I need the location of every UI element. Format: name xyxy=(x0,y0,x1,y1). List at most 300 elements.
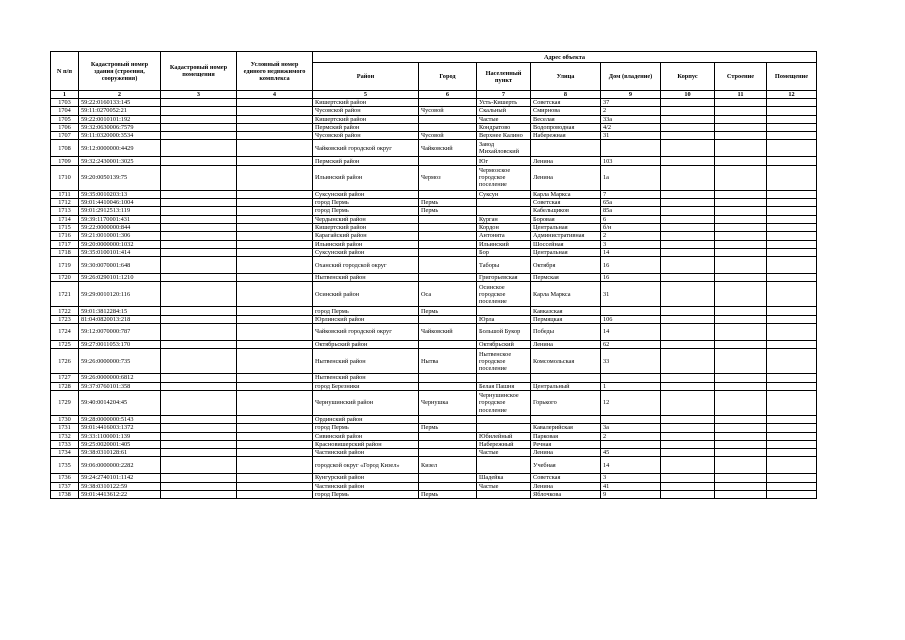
cell-city: Пермь xyxy=(419,307,477,315)
cell-house xyxy=(601,140,661,157)
cell-korpus xyxy=(661,390,715,415)
cell-settlement: Нытвенское городское поселение xyxy=(477,349,531,374)
cell-premises xyxy=(767,457,817,474)
cell-house: 16 xyxy=(601,257,661,274)
cell-room-cadastral xyxy=(161,341,237,349)
cell-building xyxy=(715,349,767,374)
cell-korpus xyxy=(661,274,715,282)
cell-settlement: Антонята xyxy=(477,232,531,240)
cell-settlement: Кордон xyxy=(477,223,531,231)
cell-street: Ленина xyxy=(531,157,601,165)
cell-premises xyxy=(767,248,817,256)
cell-settlement: Завод Михайловский xyxy=(477,140,531,157)
table-body xyxy=(51,99,817,499)
cell-room-cadastral xyxy=(161,207,237,215)
table-row xyxy=(51,274,817,282)
table-row xyxy=(51,424,817,432)
cell-conditional-number xyxy=(237,232,313,240)
cell-cadastral: 59:25:0020001:405 xyxy=(79,440,161,448)
cell-number: 1722 xyxy=(51,307,79,315)
cell-house: 2 xyxy=(601,107,661,115)
table-row xyxy=(51,482,817,490)
cell-conditional-number xyxy=(237,449,313,457)
cell-district: городской округ «Город Кизел» xyxy=(313,457,419,474)
cell-building xyxy=(715,232,767,240)
cell-building xyxy=(715,199,767,207)
header-conditional-number: Условный номер единого недвижимого комплекса xyxy=(237,52,313,91)
cell-korpus xyxy=(661,374,715,382)
cell-street: Парковая xyxy=(531,432,601,440)
cell-building xyxy=(715,457,767,474)
cell-street xyxy=(531,140,601,157)
cell-number: 1718 xyxy=(51,248,79,256)
cell-premises xyxy=(767,307,817,315)
cell-district: Нытвенский район xyxy=(313,349,419,374)
cell-settlement: Юрла xyxy=(477,315,531,323)
table-row xyxy=(51,257,817,274)
cell-district: Кишертский район xyxy=(313,115,419,123)
cell-street: Победы xyxy=(531,324,601,341)
cell-settlement: Курган xyxy=(477,215,531,223)
cell-district: Чернушинский район xyxy=(313,390,419,415)
cell-building xyxy=(715,424,767,432)
cell-cadastral: 59:26:0290101:1210 xyxy=(79,274,161,282)
cell-cadastral: 59:32:0630006:7579 xyxy=(79,123,161,131)
cell-city xyxy=(419,382,477,390)
cell-premises xyxy=(767,282,817,307)
cell-street: Советская xyxy=(531,99,601,107)
cell-settlement: Осинское городское поселение xyxy=(477,282,531,307)
cell-premises xyxy=(767,415,817,423)
cell-korpus xyxy=(661,190,715,198)
cell-settlement: Набережный xyxy=(477,440,531,448)
cell-conditional-number xyxy=(237,432,313,440)
cell-settlement: Ильинский xyxy=(477,240,531,248)
cell-city: Кизел xyxy=(419,457,477,474)
cell-building xyxy=(715,307,767,315)
cell-street: Советская xyxy=(531,474,601,482)
column-number: 7 xyxy=(477,91,531,99)
cell-district: Кишертский район xyxy=(313,99,419,107)
cell-district: Частинский район xyxy=(313,449,419,457)
cell-premises xyxy=(767,374,817,382)
cell-building xyxy=(715,190,767,198)
cell-cadastral: 59:01:4416003:1372 xyxy=(79,424,161,432)
cell-street: Боровая xyxy=(531,215,601,223)
cell-cadastral: 59:35:0010203:13 xyxy=(79,190,161,198)
cell-settlement xyxy=(477,491,531,499)
cell-room-cadastral xyxy=(161,432,237,440)
cell-premises xyxy=(767,232,817,240)
cell-city xyxy=(419,232,477,240)
table-row xyxy=(51,341,817,349)
cell-settlement: Скальный xyxy=(477,107,531,115)
cell-premises xyxy=(767,424,817,432)
cell-cadastral: 59:37:0760101:358 xyxy=(79,382,161,390)
table-row xyxy=(51,99,817,107)
cell-conditional-number xyxy=(237,215,313,223)
cell-room-cadastral xyxy=(161,374,237,382)
cell-number: 1714 xyxy=(51,215,79,223)
cell-house: 12 xyxy=(601,390,661,415)
cell-street xyxy=(531,374,601,382)
table-row xyxy=(51,374,817,382)
cell-house: 106 xyxy=(601,315,661,323)
column-number: 11 xyxy=(715,91,767,99)
cell-street: Карла Маркса xyxy=(531,190,601,198)
cell-house: 33а xyxy=(601,115,661,123)
cell-district: Чусовской район xyxy=(313,107,419,115)
cell-cadastral: 59:27:0011053:170 xyxy=(79,341,161,349)
cell-conditional-number xyxy=(237,140,313,157)
cell-korpus xyxy=(661,223,715,231)
cell-room-cadastral xyxy=(161,274,237,282)
cell-house xyxy=(601,374,661,382)
cell-conditional-number xyxy=(237,207,313,215)
cell-korpus xyxy=(661,432,715,440)
cell-settlement xyxy=(477,207,531,215)
cell-number: 1732 xyxy=(51,432,79,440)
cell-room-cadastral xyxy=(161,307,237,315)
cell-building xyxy=(715,140,767,157)
cell-city: Пермь xyxy=(419,491,477,499)
cell-house: 1 xyxy=(601,382,661,390)
cell-conditional-number xyxy=(237,165,313,190)
cell-room-cadastral xyxy=(161,424,237,432)
cell-cadastral: 81:04:0820013:218 xyxy=(79,315,161,323)
cell-house: 103 xyxy=(601,157,661,165)
cell-conditional-number xyxy=(237,424,313,432)
cell-cadastral: 59:26:0000000:6812 xyxy=(79,374,161,382)
cell-room-cadastral xyxy=(161,491,237,499)
cell-cadastral: 59:24:2740101:1142 xyxy=(79,474,161,482)
cell-room-cadastral xyxy=(161,123,237,131)
cell-number: 1720 xyxy=(51,274,79,282)
cell-street: Кавалерийская xyxy=(531,424,601,432)
cell-district: Суксунский район xyxy=(313,248,419,256)
cell-district: Осинский район xyxy=(313,282,419,307)
cell-city: Чермоз xyxy=(419,165,477,190)
cell-number: 1725 xyxy=(51,341,79,349)
cell-district: Оханский городской округ xyxy=(313,257,419,274)
cell-conditional-number xyxy=(237,107,313,115)
cell-street: Пермяцкая xyxy=(531,315,601,323)
cell-city: Нытва xyxy=(419,349,477,374)
cell-building xyxy=(715,282,767,307)
cell-cadastral: 59:26:0000000:735 xyxy=(79,349,161,374)
cell-street: Административная xyxy=(531,232,601,240)
cell-number: 1738 xyxy=(51,491,79,499)
cell-conditional-number xyxy=(237,157,313,165)
cell-settlement: Шадейка xyxy=(477,474,531,482)
cell-street: Кавказская xyxy=(531,307,601,315)
cell-premises xyxy=(767,440,817,448)
cell-street: Советская xyxy=(531,199,601,207)
cell-settlement: Чермозское городское поселение xyxy=(477,165,531,190)
cell-street: Ленина xyxy=(531,341,601,349)
column-number: 1 xyxy=(51,91,79,99)
cell-city: Пермь xyxy=(419,207,477,215)
cell-building xyxy=(715,240,767,248)
cell-settlement xyxy=(477,424,531,432)
cell-city xyxy=(419,432,477,440)
cell-room-cadastral xyxy=(161,257,237,274)
cell-cadastral: 59:21:0010001:306 xyxy=(79,232,161,240)
cell-cadastral: 59:12:0000000:4429 xyxy=(79,140,161,157)
cell-number: 1734 xyxy=(51,449,79,457)
cell-conditional-number xyxy=(237,257,313,274)
cell-house: 9 xyxy=(601,491,661,499)
table-row xyxy=(51,223,817,231)
cell-premises xyxy=(767,223,817,231)
cell-room-cadastral xyxy=(161,223,237,231)
cell-house: 3а xyxy=(601,424,661,432)
cell-number: 1730 xyxy=(51,415,79,423)
cell-number: 1716 xyxy=(51,232,79,240)
cell-city xyxy=(419,157,477,165)
cell-room-cadastral xyxy=(161,132,237,140)
cell-building xyxy=(715,482,767,490)
cell-street: Водопроводная xyxy=(531,123,601,131)
cell-room-cadastral xyxy=(161,440,237,448)
cell-korpus xyxy=(661,449,715,457)
cell-city xyxy=(419,190,477,198)
table-row xyxy=(51,324,817,341)
cell-district: Карагайский район xyxy=(313,232,419,240)
cell-building xyxy=(715,432,767,440)
cell-premises xyxy=(767,324,817,341)
cell-number: 1715 xyxy=(51,223,79,231)
table-row xyxy=(51,140,817,157)
cell-settlement xyxy=(477,374,531,382)
cell-number: 1736 xyxy=(51,474,79,482)
cell-conditional-number xyxy=(237,240,313,248)
table-row xyxy=(51,107,817,115)
cell-number: 1717 xyxy=(51,240,79,248)
cell-cadastral: 59:32:2430001:3025 xyxy=(79,157,161,165)
cell-conditional-number xyxy=(237,115,313,123)
cell-premises xyxy=(767,123,817,131)
cell-city xyxy=(419,223,477,231)
cell-number: 1728 xyxy=(51,382,79,390)
table-row xyxy=(51,474,817,482)
cell-korpus xyxy=(661,123,715,131)
cell-city xyxy=(419,240,477,248)
cell-room-cadastral xyxy=(161,215,237,223)
column-number: 6 xyxy=(419,91,477,99)
table-row xyxy=(51,307,817,315)
cell-premises xyxy=(767,140,817,157)
cell-cadastral: 59:28:0000000:5143 xyxy=(79,415,161,423)
header-cadastral: Кадастровый номер здания (строения, сооружения) xyxy=(79,52,161,91)
cell-conditional-number xyxy=(237,482,313,490)
cell-district: Красновишерский район xyxy=(313,440,419,448)
cell-room-cadastral xyxy=(161,165,237,190)
cell-number: 1733 xyxy=(51,440,79,448)
cell-cadastral: 59:22:0010101:192 xyxy=(79,115,161,123)
column-number: 4 xyxy=(237,91,313,99)
cell-number: 1723 xyxy=(51,315,79,323)
cell-building xyxy=(715,440,767,448)
cell-room-cadastral xyxy=(161,232,237,240)
cell-cadastral: 59:22:0160133:145 xyxy=(79,99,161,107)
cell-premises xyxy=(767,132,817,140)
cell-settlement: Юбилейный xyxy=(477,432,531,440)
cell-korpus xyxy=(661,165,715,190)
cell-number: 1709 xyxy=(51,157,79,165)
cell-district: Чусовской район xyxy=(313,132,419,140)
cell-number: 1710 xyxy=(51,165,79,190)
cell-number: 1713 xyxy=(51,207,79,215)
cell-cadastral: 59:11:0270052:21 xyxy=(79,107,161,115)
cell-building xyxy=(715,315,767,323)
cell-building xyxy=(715,207,767,215)
cell-house: 2 xyxy=(601,432,661,440)
cell-korpus xyxy=(661,440,715,448)
cell-cadastral: 59:22:0000000:844 xyxy=(79,223,161,231)
cell-street: Набережная xyxy=(531,132,601,140)
cell-district: Суксунский район xyxy=(313,190,419,198)
cell-room-cadastral xyxy=(161,449,237,457)
cell-district: Чайковский городской округ xyxy=(313,324,419,341)
cell-cadastral: 59:35:0100101:414 xyxy=(79,248,161,256)
cell-house: 1а xyxy=(601,165,661,190)
cell-settlement: Верхнее Калино xyxy=(477,132,531,140)
cell-korpus xyxy=(661,282,715,307)
cell-korpus xyxy=(661,307,715,315)
cell-street: Центральная xyxy=(531,223,601,231)
cell-korpus xyxy=(661,257,715,274)
cell-house: 31 xyxy=(601,132,661,140)
header-address: Адрес объекта xyxy=(313,52,817,63)
cell-settlement: Юг xyxy=(477,157,531,165)
cell-house: 2 xyxy=(601,232,661,240)
cell-city xyxy=(419,374,477,382)
cell-korpus xyxy=(661,115,715,123)
cell-settlement xyxy=(477,415,531,423)
cell-house: 41 xyxy=(601,482,661,490)
column-number-row xyxy=(51,91,817,99)
cell-korpus xyxy=(661,457,715,474)
cell-cadastral: 59:39:1170001:431 xyxy=(79,215,161,223)
cell-korpus xyxy=(661,157,715,165)
cell-house: б/н xyxy=(601,223,661,231)
cell-cadastral: 59:01:3812284:15 xyxy=(79,307,161,315)
cell-conditional-number xyxy=(237,349,313,374)
cell-street: Кабельщиков xyxy=(531,207,601,215)
cell-settlement: Таборы xyxy=(477,257,531,274)
cell-city xyxy=(419,99,477,107)
cell-city: Чернушка xyxy=(419,390,477,415)
cell-street: Горького xyxy=(531,390,601,415)
cell-room-cadastral xyxy=(161,457,237,474)
cell-cadastral: 59:20:0000000:1032 xyxy=(79,240,161,248)
cell-korpus xyxy=(661,415,715,423)
cell-city: Чайковский xyxy=(419,324,477,341)
cell-district: город Пермь xyxy=(313,307,419,315)
table-row xyxy=(51,207,817,215)
cell-number: 1737 xyxy=(51,482,79,490)
cell-district: Пермский район xyxy=(313,123,419,131)
cell-number: 1731 xyxy=(51,424,79,432)
cell-building xyxy=(715,123,767,131)
cell-district: Октябрьский район xyxy=(313,341,419,349)
cell-street: Центральная xyxy=(531,248,601,256)
cell-house: 14 xyxy=(601,457,661,474)
cell-city xyxy=(419,115,477,123)
cell-settlement: Усть-Кишерть xyxy=(477,99,531,107)
table-row xyxy=(51,449,817,457)
cell-house: 16 xyxy=(601,274,661,282)
cell-building xyxy=(715,374,767,382)
cell-number: 1726 xyxy=(51,349,79,374)
cell-settlement: Частые xyxy=(477,115,531,123)
header-house: Дом (владение) xyxy=(601,63,661,91)
cell-street: Пермская xyxy=(531,274,601,282)
cell-number: 1721 xyxy=(51,282,79,307)
cell-korpus xyxy=(661,315,715,323)
cell-number: 1706 xyxy=(51,123,79,131)
cell-street: Центральный xyxy=(531,382,601,390)
cell-number: 1705 xyxy=(51,115,79,123)
column-number: 5 xyxy=(313,91,419,99)
cell-cadastral: 59:01:2912513:119 xyxy=(79,207,161,215)
cell-room-cadastral xyxy=(161,349,237,374)
column-number: 12 xyxy=(767,91,817,99)
cell-street: Карла Маркса xyxy=(531,282,601,307)
cell-cadastral: 59:20:0050139:75 xyxy=(79,165,161,190)
table-row xyxy=(51,132,817,140)
cell-building xyxy=(715,107,767,115)
cell-district: город Пермь xyxy=(313,424,419,432)
table-row xyxy=(51,382,817,390)
cell-cadastral: 59:38:0310128:61 xyxy=(79,449,161,457)
cell-house: 3 xyxy=(601,240,661,248)
table-row xyxy=(51,349,817,374)
table-row xyxy=(51,248,817,256)
table-row xyxy=(51,123,817,131)
cell-district: Нытвенский район xyxy=(313,274,419,282)
header-num: N п/п xyxy=(51,52,79,91)
cell-street: Веселая xyxy=(531,115,601,123)
column-number: 9 xyxy=(601,91,661,99)
cell-room-cadastral xyxy=(161,190,237,198)
cell-premises xyxy=(767,315,817,323)
cell-building xyxy=(715,132,767,140)
cell-district: Ильинский район xyxy=(313,240,419,248)
table-row xyxy=(51,240,817,248)
cell-house: 6 xyxy=(601,215,661,223)
cell-building xyxy=(715,248,767,256)
column-number: 8 xyxy=(531,91,601,99)
cell-korpus xyxy=(661,99,715,107)
cell-district: город Березники xyxy=(313,382,419,390)
cell-room-cadastral xyxy=(161,382,237,390)
cell-room-cadastral xyxy=(161,140,237,157)
cell-city: Чусовой xyxy=(419,132,477,140)
cell-premises xyxy=(767,165,817,190)
cell-conditional-number xyxy=(237,282,313,307)
cell-number: 1712 xyxy=(51,199,79,207)
cell-conditional-number xyxy=(237,248,313,256)
document-sheet xyxy=(50,51,816,499)
cell-conditional-number xyxy=(237,123,313,131)
cell-street: Шоссейная xyxy=(531,240,601,248)
cell-district: Чердынский район xyxy=(313,215,419,223)
table-row xyxy=(51,457,817,474)
cell-settlement: Григорьевская xyxy=(477,274,531,282)
cell-district: Сивинский район xyxy=(313,432,419,440)
